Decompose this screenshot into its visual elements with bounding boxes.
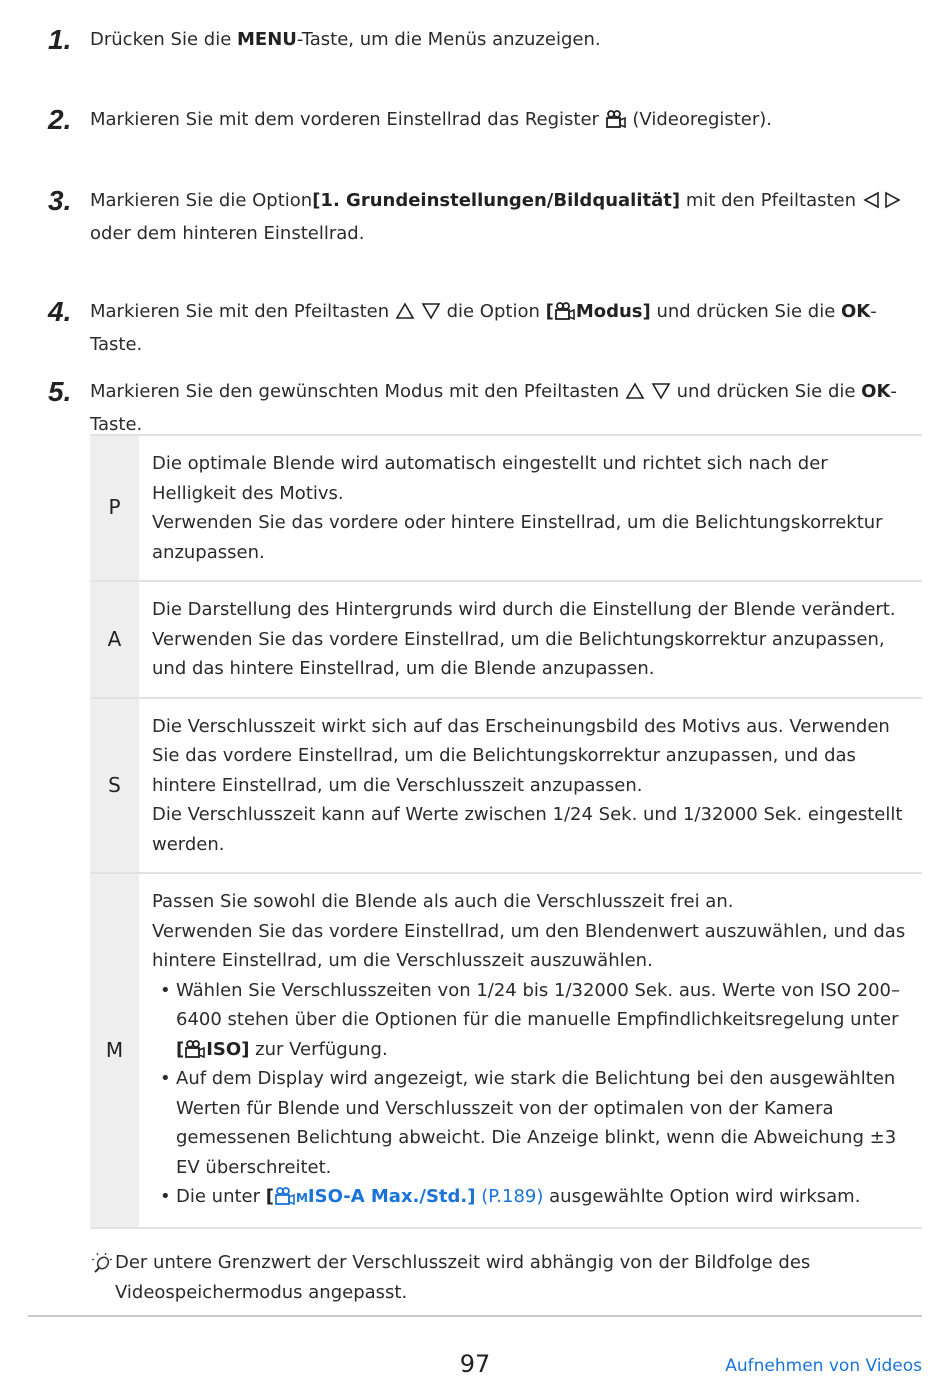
left-right-arrow-icon [862, 189, 902, 219]
mode-label: M [90, 873, 139, 1228]
step-text-part: Markieren Sie mit den Pfeiltasten [90, 301, 395, 322]
step-text-part: (Videoregister). [626, 109, 773, 130]
up-down-arrow-icon [625, 380, 671, 410]
ok-key-label: OK [841, 301, 871, 322]
bullet-text: Auf dem Display wird angezeigt, wie stark die Belichtung bei den ausgewählten Werten für Blende und Verschlusszeit von der optimalen von der Kamera gemessenen Belichtung abweicht. Die Anzeige blinkt, wenn die Abweichung ±3 EV überschreitet. [176, 1068, 897, 1178]
bullet-dot: • [160, 1186, 171, 1207]
mode-table [90, 434, 922, 1229]
iso-max-std-link[interactable] [266, 1186, 544, 1207]
menu-key-label: MENU [237, 29, 297, 50]
mode-label: A [90, 581, 139, 698]
description-line: Verwenden Sie das vordere Einstellrad, um die Belichtungskorrektur anzupassen, und das hintere Einstellrad, um die Blende anzupassen. [152, 628, 885, 679]
description-line: Passen Sie sowohl die Blende als auch die Verschlusszeit frei an. [152, 891, 734, 912]
bullet-item [152, 976, 910, 1065]
step-text-part: und drücken Sie die [670, 381, 862, 402]
table-row [90, 581, 922, 698]
menu-option-label: ISO-A Max./Std.] [307, 1186, 476, 1207]
step-text [90, 377, 920, 440]
description-line: Die Verschlusszeit kann auf Werte zwischen 1/24 Sek. und 1/32000 Sek. eingestellt werden. [152, 804, 903, 855]
step-number: 2. [48, 104, 72, 135]
step-text-part: -Taste, um die Menüs anzuzeigen. [296, 29, 601, 50]
tip-lightbulb-icon [90, 1252, 114, 1276]
menu-option-label: Modus] [575, 301, 651, 322]
description-line: Die optimale Blende wird automatisch eingestellt und richtet sich nach der Helligkeit des Motivs. [152, 453, 828, 504]
menu-option-label: ISO] [206, 1038, 250, 1060]
bullet-text: ausgewählte Option wird wirksam. [543, 1186, 861, 1207]
step-text-part: Markieren Sie mit dem vorderen Einstellrad das Register [90, 109, 605, 130]
description-line: Verwenden Sie das vordere Einstellrad, um den Blendenwert auszuwählen, und das hintere Einstellrad, um die Verschlusszeit auszuwählen. [152, 920, 906, 971]
mode-subscript: M [295, 1191, 308, 1205]
step-text [90, 25, 920, 55]
step-text-part: und drücken Sie die [650, 301, 841, 322]
bullet-item [152, 1182, 910, 1214]
bracket: [ [545, 301, 554, 322]
video-camera-icon [554, 301, 576, 321]
mode-description [139, 873, 922, 1228]
footer-divider [28, 1315, 922, 1317]
step-text-part: -Taste. [90, 301, 877, 355]
step-text-part: Drücken Sie die [90, 29, 237, 50]
mode-description [139, 698, 922, 874]
mode-description [139, 435, 922, 581]
mode-description [139, 581, 922, 698]
step-text [90, 105, 920, 135]
tip-text: Der untere Grenzwert der Verschlusszeit wird abhängig von der Bildfolge des Videospeichermodus angepasst. [115, 1252, 811, 1303]
description-line: Verwenden Sie das vordere oder hintere Einstellrad, um die Belichtungskorrektur anzupassen. [152, 512, 883, 563]
bracket: [ [176, 1038, 185, 1060]
bullet-dot: • [160, 1068, 171, 1089]
mode-label: S [90, 698, 139, 874]
step-text-part: Markieren Sie den gewünschten Modus mit den Pfeiltasten [90, 381, 625, 402]
step-number: 4. [48, 296, 72, 327]
step-text [90, 297, 920, 360]
mode-label: P [90, 435, 139, 581]
table-row [90, 698, 922, 874]
bullet-text: Die unter [176, 1186, 266, 1207]
video-camera-icon [605, 109, 627, 129]
menu-option-label: [1. Grundeinstellungen/Bildqualität] [312, 190, 681, 211]
page-number: 97 [459, 1350, 491, 1378]
bullet-text: Wählen Sie Verschlusszeiten von 1/24 bis 1/32000 Sek. aus. Werte von ISO 200–6400 stehen über die Optionen für die manuelle Empfindlichkeitsregelung unter [176, 979, 900, 1030]
up-down-arrow-icon [395, 300, 441, 330]
video-camera-icon [184, 1039, 206, 1059]
step-text-part: mit den Pfeiltasten [680, 190, 862, 211]
step-text-part: -Taste. [90, 381, 897, 435]
description-line: Die Darstellung des Hintergrunds wird durch die Einstellung der Blende verändert. [152, 599, 896, 620]
step-text-part: oder dem hinteren Einstellrad. [90, 223, 365, 244]
page-reference: (P.189) [475, 1186, 544, 1207]
video-camera-icon [274, 1186, 296, 1206]
table-row [90, 873, 922, 1228]
step-number: 1. [48, 24, 72, 55]
step-text [90, 186, 920, 249]
bullet-text: zur Verfügung. [249, 1038, 388, 1060]
step-number: 5. [48, 376, 72, 407]
description-line: Die Verschlusszeit wirkt sich auf das Erscheinungsbild des Motivs aus. Verwenden Sie das vordere Einstellrad, um die Belichtungskorrektur anzupassen, und das hintere Einstellrad, um die Verschlusszeit anzupassen. [152, 715, 890, 796]
step-text-part: die Option [440, 301, 546, 322]
bullet-item [152, 1064, 910, 1182]
ok-key-label: OK [861, 381, 891, 402]
section-link[interactable]: Aufnehmen von Videos [725, 1356, 922, 1376]
step-text-part: Markieren Sie die Option [90, 190, 313, 211]
step-number: 3. [48, 185, 72, 216]
table-row [90, 435, 922, 581]
bullet-dot: • [160, 979, 171, 1001]
bracket: [ [265, 1186, 274, 1207]
